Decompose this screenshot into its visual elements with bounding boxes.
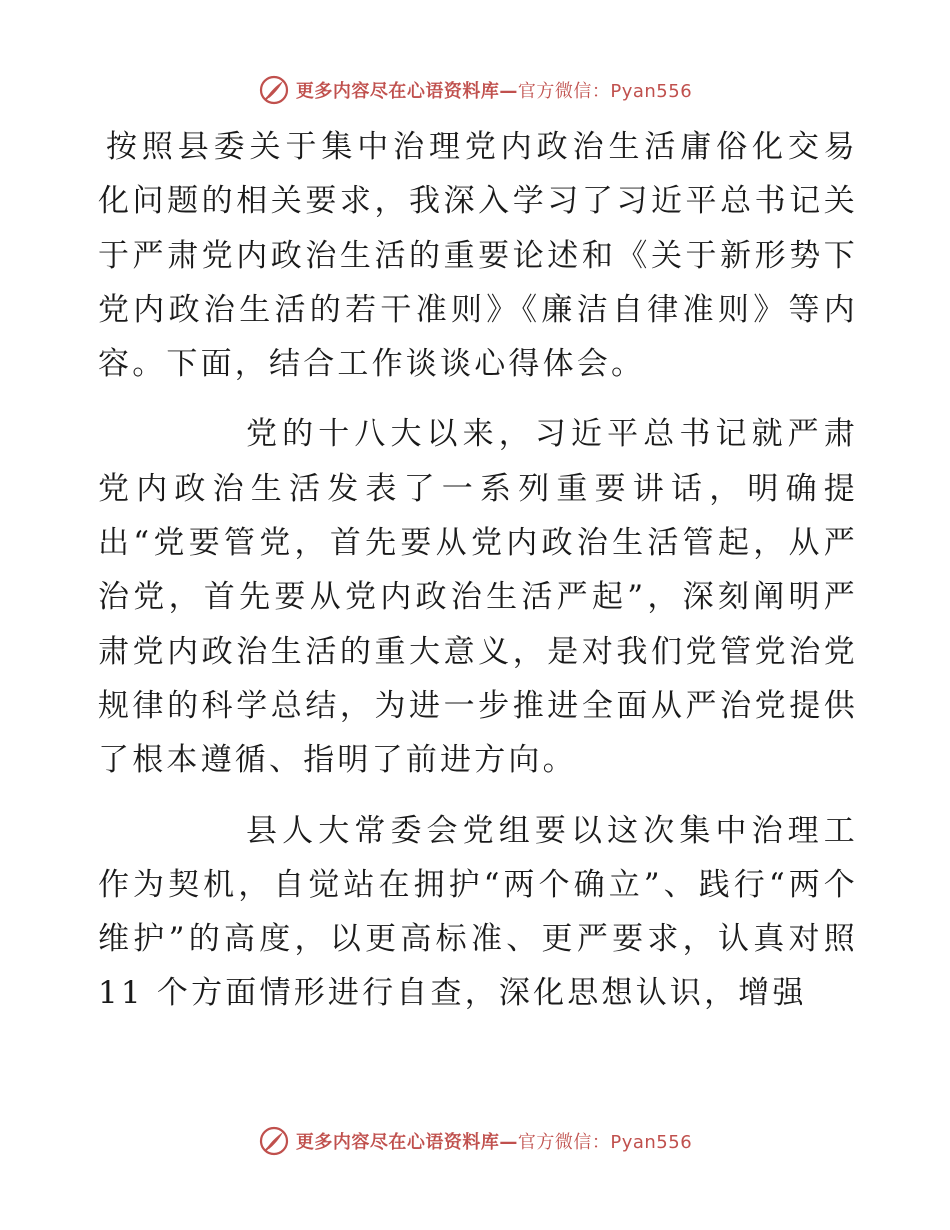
header-watermark	[0, 72, 950, 108]
quill-pen-logo-icon	[258, 74, 290, 106]
watermark-separator: —	[499, 81, 518, 102]
paragraph-1: 按照县委关于集中治理党内政治生活庸俗化交易化问题的相关要求，我深入学习了习近平总书记关于严肃党内政治生活的重要论述和《关于新形势下党内政治生活的若干准则》《廉洁自律准则》等内容。下面，结合工作谈谈心得体会。	[98, 129, 858, 383]
watermark-brand: 更多内容尽在心语资料库	[295, 81, 500, 102]
watermark-contact: 官方微信：Pyan556	[517, 1132, 693, 1153]
document-body	[98, 120, 858, 1037]
watermark-text	[296, 1128, 692, 1154]
watermark-text	[296, 77, 692, 103]
paragraph-3: 县人大常委会党组要以这次集中治理工作为契机，自觉站在拥护“两个确立”、践行“两个维护”的高度，以更高标准、更严要求，认真对照 11 个方面情形进行自查，深化思想认识，增强	[98, 812, 858, 1012]
footer-watermark	[0, 1123, 950, 1159]
quill-pen-logo-icon	[258, 1125, 290, 1157]
watermark-contact: 官方微信：Pyan556	[517, 81, 693, 102]
paragraph-2: 党的十八大以来，习近平总书记就严肃党内政治生活发表了一系列重要讲话，明确提出“党要管党，首先要从党内政治生活管起，从严治党，首先要从党内政治生活严起”，深刻阐明严肃党内政治生活的重大意义，是对我们党管党治党规律的科学总结，为进一步推进全面从严治党提供了根本遵循、指明了前进方向。	[98, 416, 858, 779]
watermark-separator: —	[499, 1132, 518, 1153]
watermark-brand: 更多内容尽在心语资料库	[295, 1132, 500, 1153]
